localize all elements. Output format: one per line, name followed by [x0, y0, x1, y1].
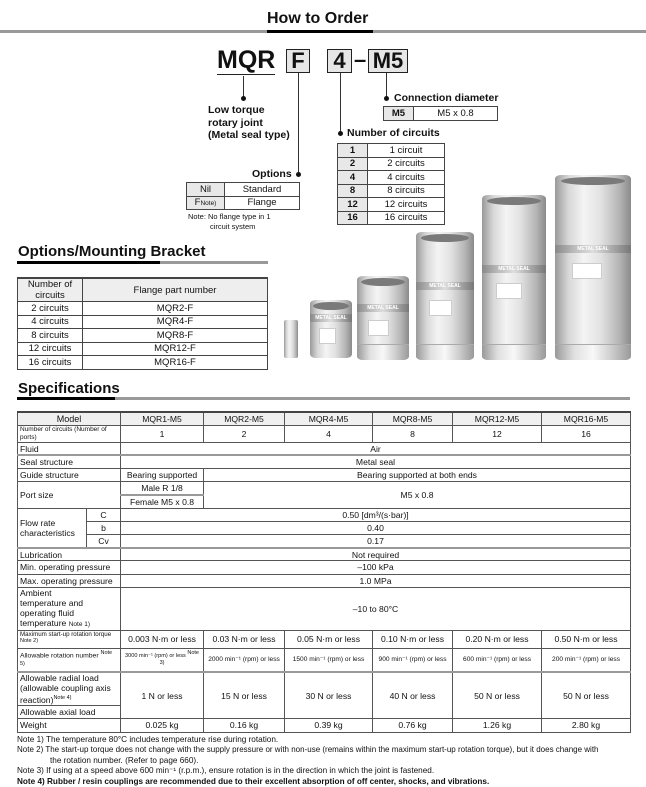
- cell: 4: [285, 425, 373, 442]
- cell: 0.50 N·m or less: [542, 630, 631, 648]
- row-label: Lubrication: [18, 548, 121, 561]
- cell: 0.05 N·m or less: [285, 630, 373, 648]
- cell: MQR2-F: [83, 302, 268, 316]
- cell: 15 N or less: [204, 672, 285, 719]
- table-row: [18, 521, 631, 534]
- row-label: Allowable radial load (allowable coupling axis reaction): [20, 673, 111, 706]
- desc-line: Low torque: [208, 104, 265, 116]
- table-row: [18, 648, 631, 672]
- options-note: [188, 212, 271, 231]
- code-dash: –: [354, 47, 367, 72]
- connection-diameter-table: [383, 106, 498, 121]
- table-row: [18, 535, 631, 548]
- specifications-table: [17, 411, 631, 733]
- bullet-icon: [384, 96, 389, 101]
- cell: 0.39 kg: [285, 719, 373, 732]
- product-mqr2: [310, 300, 352, 358]
- header-cell: Model: [18, 412, 121, 425]
- cell: Nil: [187, 183, 225, 197]
- bullet-icon: [241, 96, 246, 101]
- cell: 16: [542, 425, 631, 442]
- cell: –100 kPa: [121, 561, 631, 574]
- cell: 3000 min⁻¹ (rpm) or less: [125, 653, 186, 660]
- cell: 1: [338, 144, 368, 158]
- cell: 2 circuits: [18, 302, 83, 316]
- table-row: [18, 561, 631, 574]
- header-cell: MQR16-M5: [542, 412, 631, 425]
- cell: 0.17: [121, 535, 631, 548]
- cell: 12 circuits: [18, 342, 83, 356]
- row-label: Allowable rotation number: [20, 652, 99, 660]
- cell: Metal seal: [121, 455, 631, 468]
- cell: 4: [338, 171, 368, 185]
- cell: 50 N or less: [453, 672, 542, 719]
- table-row: [18, 315, 268, 329]
- mounting-table: [17, 277, 268, 370]
- code-connection-box: M5: [368, 49, 408, 73]
- footnote: Note 2) The start-up torque does not change with the supply pressure or with non-use (remains within the maximum start-up rotation torque), but it does change with: [17, 745, 599, 755]
- footnote: Note 1) The temperature 80°C includes temperature rise during rotation.: [17, 734, 279, 744]
- cell: 1: [121, 425, 204, 442]
- cell: 600 min⁻¹ (rpm) or less: [453, 648, 542, 672]
- cell: 30 N or less: [285, 672, 373, 719]
- footnote: Note 3) If using at a speed above 600 min⁻¹ (r.p.m.), ensure rotation is in the direction in which the joint is fastened.: [17, 766, 435, 776]
- product-mqr4: [357, 276, 409, 360]
- cell: 0.50 [dm³/(s·bar)]: [121, 508, 631, 521]
- cell: 8 circuits: [18, 329, 83, 343]
- footnotes: [17, 735, 637, 787]
- cell: 1 circuit: [368, 144, 445, 158]
- cell: 0.10 N·m or less: [373, 630, 453, 648]
- table-row: [18, 719, 631, 732]
- specifications-section: [17, 411, 637, 787]
- cell: 0.40: [121, 521, 631, 534]
- note-ref: Note 5): [20, 649, 113, 668]
- note-ref: Note 1): [68, 620, 91, 628]
- header-cell: MQR2-M5: [204, 412, 285, 425]
- table-row: [18, 342, 268, 356]
- row-label: Allowable axial load: [18, 706, 121, 719]
- how-to-order-title: How to Order: [267, 10, 369, 27]
- cell: 16: [338, 211, 368, 225]
- options-label: Options: [252, 168, 292, 180]
- table-row: [18, 442, 631, 455]
- product-mqr1: [284, 320, 298, 358]
- cell: 0.025 kg: [121, 719, 204, 732]
- cell: Standard: [225, 183, 300, 197]
- row-label: Ambient temperature and operating fluid temperature: [20, 587, 84, 628]
- band-label: METAL SEAL: [310, 314, 352, 322]
- cell: 1.26 kg: [453, 719, 542, 732]
- desc-line: (Metal seal type): [208, 129, 290, 141]
- header-cell: MQR12-M5: [453, 412, 542, 425]
- row-label: Min. operating pressure: [18, 561, 121, 574]
- header-row: [18, 412, 631, 425]
- cell: 8: [373, 425, 453, 442]
- cell: Bearing supported at both ends: [204, 469, 631, 482]
- code-series: MQR: [217, 46, 276, 74]
- cell: M5 x 0.8: [204, 482, 631, 508]
- header-cell: MQR4-M5: [285, 412, 373, 425]
- sub-label: Cv: [87, 535, 121, 548]
- cell: 0.03 N·m or less: [204, 630, 285, 648]
- note-ref: Note 2): [20, 638, 39, 645]
- cell: F: [194, 197, 201, 209]
- cell: M5: [384, 107, 414, 121]
- row-label: Number of circuits (Number of ports): [18, 425, 121, 442]
- cell: MQR8-F: [83, 329, 268, 343]
- table-row: [18, 587, 631, 630]
- cell: 0.16 kg: [204, 719, 285, 732]
- note-ref: Note): [200, 200, 217, 208]
- row-label: Fluid: [18, 442, 121, 455]
- row-label: Port size: [18, 482, 121, 508]
- sub-label: C: [87, 508, 121, 521]
- cell: 2 circuits: [368, 157, 445, 171]
- note-line: Note: No flange type in 1: [188, 212, 271, 221]
- cell: Male R 1/8: [121, 482, 204, 495]
- cell: Bearing supported: [121, 469, 204, 482]
- cell: Not required: [121, 548, 631, 561]
- product-mqr8: [416, 232, 474, 360]
- band-label: METAL SEAL: [357, 304, 409, 312]
- table-row: [18, 469, 631, 482]
- leader-line: [243, 76, 244, 98]
- header-cell: MQR8-M5: [373, 412, 453, 425]
- note-ref: Note 4): [53, 695, 72, 702]
- cell: 2: [204, 425, 285, 442]
- row-label: Seal structure: [18, 455, 121, 468]
- cell: Female M5 x 0.8: [121, 495, 204, 508]
- mounting-title: Options/Mounting Bracket: [18, 243, 206, 260]
- cell: 900 min⁻¹ (rpm) or less: [373, 648, 453, 672]
- code-circuits-box: 4: [327, 49, 352, 73]
- cell: 8 circuits: [368, 184, 445, 198]
- cell: 1.0 MPa: [121, 574, 631, 587]
- cell: 16 circuits: [18, 356, 83, 370]
- cell: 0.76 kg: [373, 719, 453, 732]
- section-rule-accent: [267, 30, 373, 33]
- section-rule-accent: [17, 397, 115, 400]
- product-mqr16: [555, 175, 631, 360]
- cell: 1 N or less: [121, 672, 204, 719]
- band-label: METAL SEAL: [555, 245, 631, 253]
- table-row: [18, 302, 268, 316]
- cell: 50 N or less: [542, 672, 631, 719]
- note-line: circuit system: [210, 221, 256, 231]
- footnote: Note 4) Rubber / resin couplings are recommended due to their excellent absorption of off center, shocks, and vibrations.: [17, 776, 490, 786]
- table-row: [18, 356, 268, 370]
- table-row: [18, 630, 631, 648]
- cell: 2: [338, 157, 368, 171]
- row-label: Maximum start-up rotation torque: [20, 630, 112, 638]
- connection-diameter-label: Connection diameter: [394, 92, 499, 104]
- cell: M5 x 0.8: [414, 107, 498, 121]
- desc-line: rotary joint: [208, 116, 263, 129]
- number-of-circuits-label: Number of circuits: [347, 127, 440, 139]
- sub-label: b: [87, 521, 121, 534]
- table-row: [18, 672, 631, 705]
- specs-title: Specifications: [18, 380, 120, 397]
- product-photo: [280, 170, 646, 375]
- cell: Air: [121, 442, 631, 455]
- cell: MQR16-F: [83, 356, 268, 370]
- section-rule-accent: [17, 261, 160, 264]
- table-row: [18, 425, 631, 442]
- code-option-box: F: [286, 49, 310, 73]
- bullet-icon: [338, 131, 343, 136]
- cell: 12 circuits: [368, 198, 445, 212]
- row-label: Flow rate characteristics: [18, 508, 87, 548]
- cell: 4 circuits: [368, 171, 445, 185]
- cell: 40 N or less: [373, 672, 453, 719]
- table-row: [18, 455, 631, 468]
- table-row: [18, 482, 631, 495]
- note-ref: Note 3): [159, 650, 199, 667]
- table-row: [18, 508, 631, 521]
- leader-line: [386, 73, 387, 97]
- table-row: [18, 548, 631, 561]
- leader-line: [340, 73, 341, 133]
- cell: 8: [338, 184, 368, 198]
- header-cell: Number of circuits: [18, 278, 83, 302]
- series-description: [208, 104, 290, 142]
- cell: 0.003 N·m or less: [121, 630, 204, 648]
- footnote: the rotation number. (Refer to page 660).: [50, 755, 199, 765]
- cell: –10 to 80°C: [121, 587, 631, 630]
- header-cell: Flange part number: [83, 278, 268, 302]
- leader-line: [298, 73, 299, 173]
- table-row: [18, 574, 631, 587]
- cell: 1500 min⁻¹ (rpm) or less: [285, 648, 373, 672]
- cell: 200 min⁻¹ (rpm) or less: [542, 648, 631, 672]
- cell: 0.20 N·m or less: [453, 630, 542, 648]
- cell: 2.80 kg: [542, 719, 631, 732]
- cell: 2000 min⁻¹ (rpm) or less: [204, 648, 285, 672]
- cell: MQR12-F: [83, 342, 268, 356]
- cell: MQR4-F: [83, 315, 268, 329]
- band-label: METAL SEAL: [482, 265, 546, 273]
- cell: Flange: [225, 196, 300, 210]
- row-label: Max. operating pressure: [18, 574, 121, 587]
- band-label: METAL SEAL: [416, 282, 474, 290]
- product-mqr12: [482, 195, 546, 360]
- cell: 12: [453, 425, 542, 442]
- cell: 4 circuits: [18, 315, 83, 329]
- cell: 12: [338, 198, 368, 212]
- row-label: Weight: [18, 719, 121, 732]
- cell: 16 circuits: [368, 211, 445, 225]
- header-cell: MQR1-M5: [121, 412, 204, 425]
- row-label: Guide structure: [18, 469, 121, 482]
- table-row: [18, 329, 268, 343]
